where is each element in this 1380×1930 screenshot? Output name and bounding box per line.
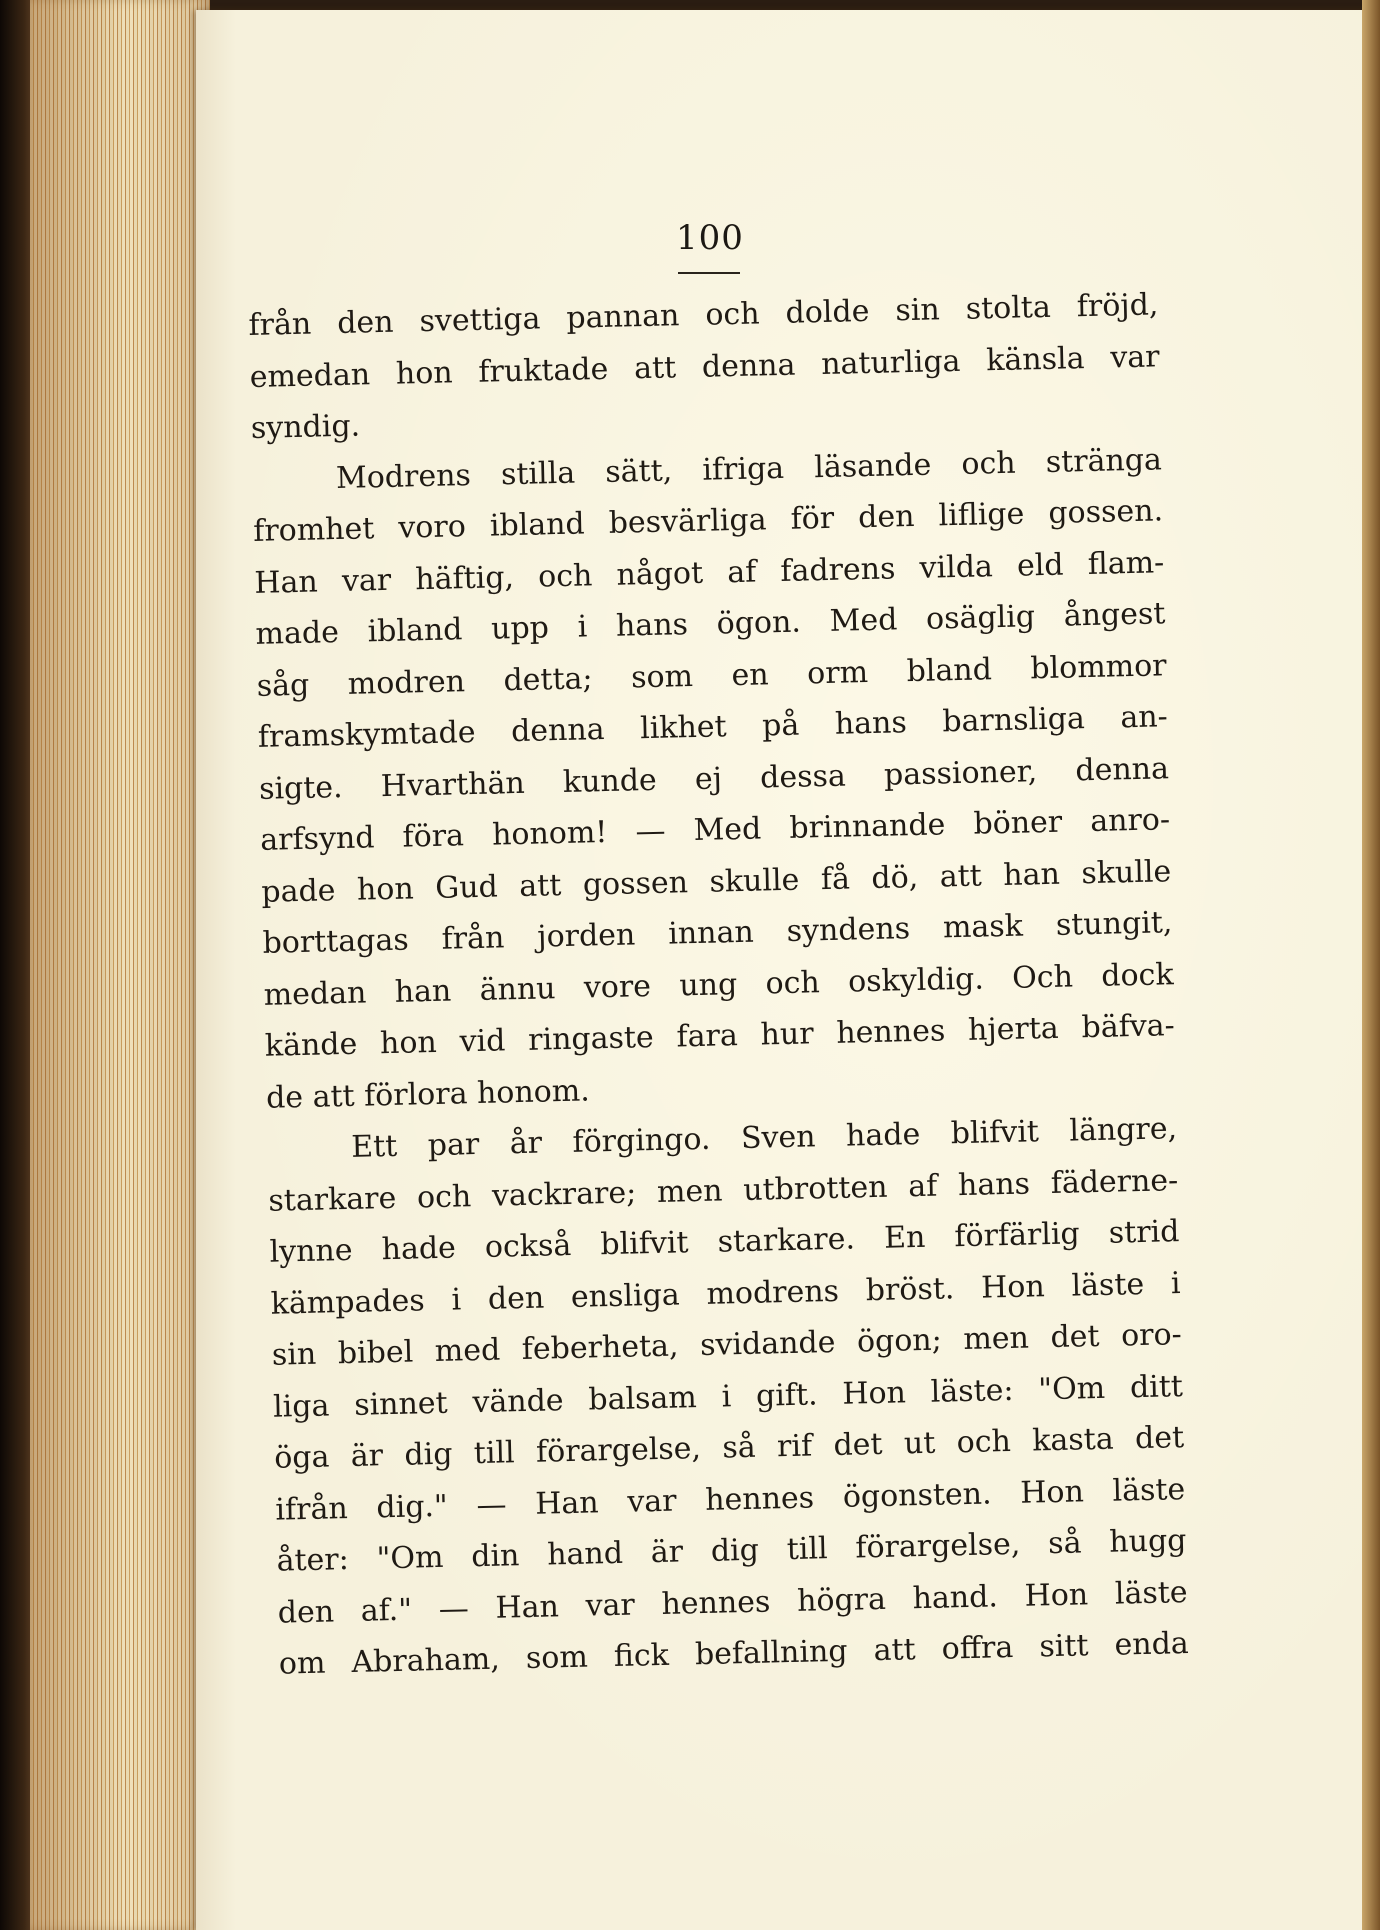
text-line: kämpades i den ensliga modrens bröst. Hon läste i [270, 1265, 1181, 1322]
text-line: om Abraham, som fick befallning att offra sitt enda [278, 1626, 1190, 1682]
text-line: lynne hade också blifvit starkare. En förfärlig strid [269, 1214, 1180, 1270]
text-line: såg modren detta; som en orm bland blommor [256, 647, 1167, 704]
text-line: fromhet voro ibland besvärliga för den liflige gossen. [252, 493, 1164, 549]
page-number-rule [678, 272, 740, 274]
text-line: åter: "Om din hand är dig till förargelse, så hugg [276, 1523, 1187, 1579]
text-line: Han var häftig, och något af fadrens vilda eld flam- [254, 544, 1165, 601]
text-line: borttagas från jorden innan syndens mask stungit, [262, 905, 1173, 961]
page-edges [30, 0, 210, 1930]
text-line: från den svettiga pannan och dolde sin stolta fröjd, [248, 287, 1159, 343]
text-line: framskymtade denna likhet på hans barnsliga an- [257, 699, 1169, 755]
text-line: liga sinnet vände balsam i gift. Hon läste: "Om ditt [272, 1368, 1184, 1425]
text-line: den af." — Han var hennes högra hand. Hon läste [277, 1574, 1188, 1631]
text-line: pade hon Gud att gossen skulle få dö, att han skulle [261, 853, 1172, 910]
text-line: kände hon vid ringaste fara hur hennes hjerta bäfva- [264, 1008, 1176, 1064]
text-line: sigte. Hvarthän kunde ej dessa passioner, denna [258, 750, 1170, 807]
text-line: syndig. [250, 408, 361, 446]
page-number: 100 [676, 218, 744, 258]
text-line: medan han ännu vore ung och oskyldig. Och dock [263, 956, 1174, 1013]
text-line: Modrens stilla sätt, ifriga läsande och stränga [335, 441, 1163, 496]
right-page-edge [1362, 0, 1380, 1930]
text-line: ifrån dig." — Han var hennes ögonsten. Hon läste [275, 1471, 1186, 1528]
text-line: made ibland upp i hans ögon. Med osäglig ångest [255, 596, 1166, 652]
text-line: Ett par år förgingo. Sven hade blifvit längre, [350, 1111, 1178, 1165]
body-text [248, 279, 1189, 1690]
text-line: sin bibel med feberheta, svidande ögon; men det oro- [271, 1317, 1183, 1373]
text-line: emedan hon fruktade att denna naturliga känsla var [249, 338, 1160, 395]
text-line: öga är dig till förargelse, så rif det ut och kasta det [273, 1420, 1185, 1476]
text-line: de att förlora honom. [265, 1072, 591, 1116]
text-line: arfsynd föra honom! — Med brinnande böner anro- [259, 802, 1171, 858]
text-line: starkare och vackrare; men utbrotten af hans fäderne- [268, 1162, 1179, 1219]
